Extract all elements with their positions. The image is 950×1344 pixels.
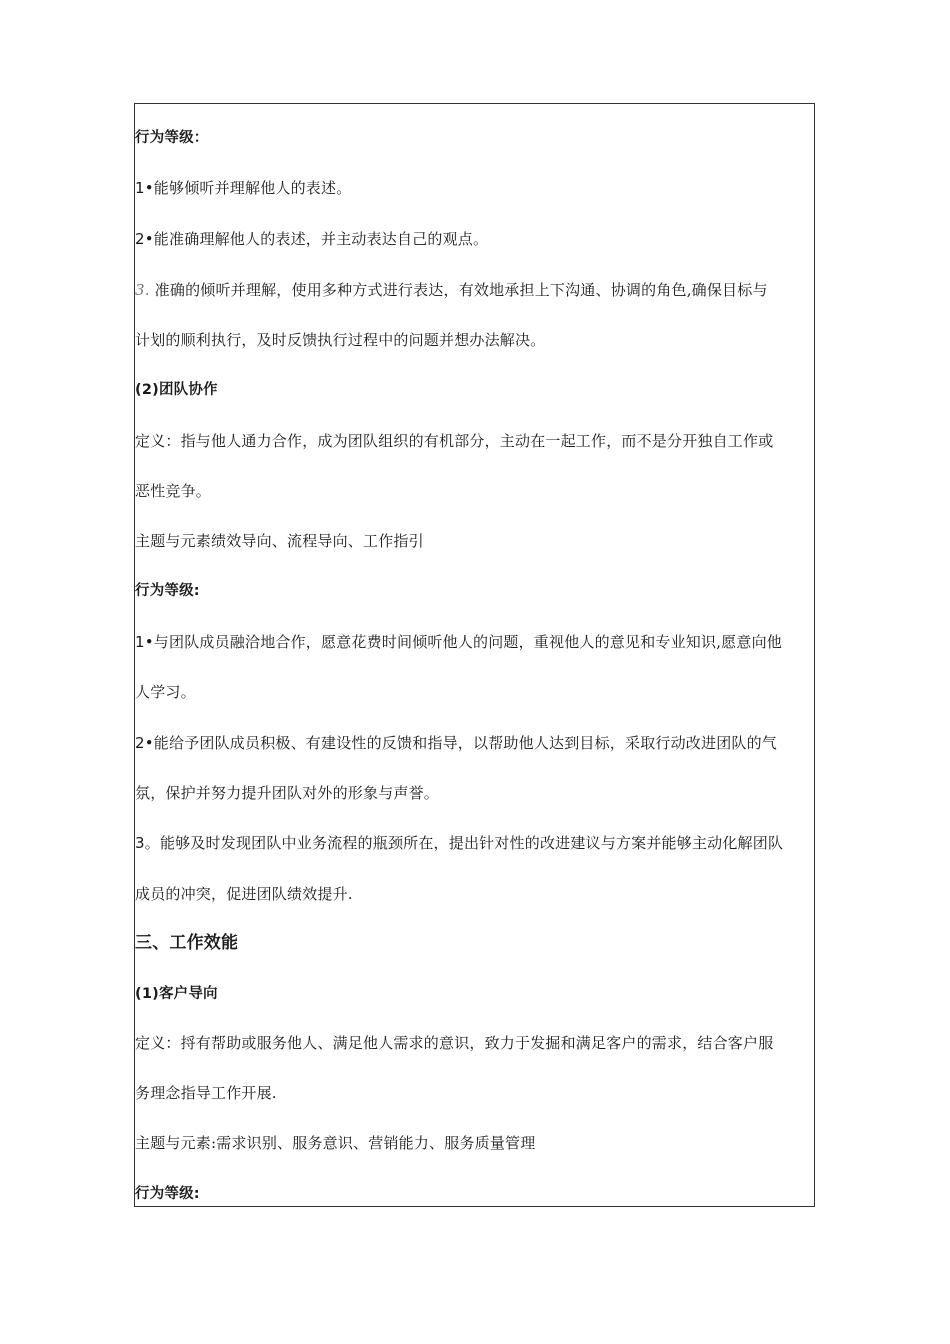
list-text: 。能够及时发现团队中业务流程的瓶颈所在，提出针对性的改进建议与方案并能够主动化解团队 <box>144 834 784 852</box>
section-customer-orientation-title: (1)客户导向 <box>135 986 218 1002</box>
list-number: 3 <box>135 834 145 852</box>
list-text: •能准确理解他人的表述，并主动表达自己的观点。 <box>144 230 489 248</box>
teamwork-level-3-cont: 成员的冲突，促进团队绩效提升. <box>135 885 353 903</box>
section-work-efficiency-heading: 三、工作效能 <box>135 933 239 953</box>
teamwork-themes: 主题与元素绩效导向、流程导向、工作指引 <box>135 532 424 550</box>
list-number: 1 <box>135 179 145 197</box>
communication-level-3 <box>135 280 815 300</box>
teamwork-definition-cont: 恶性竞争。 <box>135 482 212 500</box>
teamwork-level-2 <box>135 733 815 753</box>
list-text: •与团队成员融洽地合作，愿意花费时间倾听他人的问题，重视他人的意见和专业知识,愿意向他 <box>144 633 782 651</box>
teamwork-level-3 <box>135 833 815 853</box>
communication-level-1 <box>135 178 815 198</box>
teamwork-definition: 定义：指与他人通力合作，成为团队组织的有机部分，主动在一起工作，而不是分开独自工作或 <box>135 432 774 450</box>
section-teamwork-title: (2)团队协作 <box>135 382 218 398</box>
list-text: •能够倾听并理解他人的表述。 <box>144 179 352 197</box>
list-text: 准确的倾听并理解，使用多种方式进行表达，有效地承担上下沟通、协调的角色,确保目标与 <box>149 281 768 299</box>
list-number: 2 <box>135 230 145 248</box>
communication-level-3-cont: 计划的顺利执行，及时反馈执行过程中的问题并想办法解决。 <box>135 331 546 349</box>
customer-themes: 主题与元素:需求识别、服务意识、营销能力、服务质量管理 <box>135 1134 536 1152</box>
behavior-level-heading-3: 行为等级: <box>135 1186 200 1202</box>
list-text: •能给予团队成员积极、有建设性的反馈和指导，以帮助他人达到目标，采取行动改进团队的气 <box>144 734 778 752</box>
customer-definition: 定义：捋有帮助或服务他人、满足他人需求的意识，致力于发掘和满足客户的需求，结合客户服 <box>135 1034 774 1052</box>
teamwork-level-1 <box>135 632 815 652</box>
list-number: 2 <box>135 734 145 752</box>
behavior-level-heading-1: 行为等级： <box>135 130 209 146</box>
customer-definition-cont: 务理念指导工作开展. <box>135 1084 277 1102</box>
list-number: 3. <box>135 281 150 299</box>
communication-level-2 <box>135 229 815 249</box>
teamwork-level-1-cont: 人学习。 <box>135 683 196 701</box>
list-number: 1 <box>135 633 145 651</box>
behavior-level-heading-2: 行为等级: <box>135 583 200 599</box>
teamwork-level-2-cont: 氛，保护并努力提升团队对外的形象与声誉。 <box>135 784 440 802</box>
